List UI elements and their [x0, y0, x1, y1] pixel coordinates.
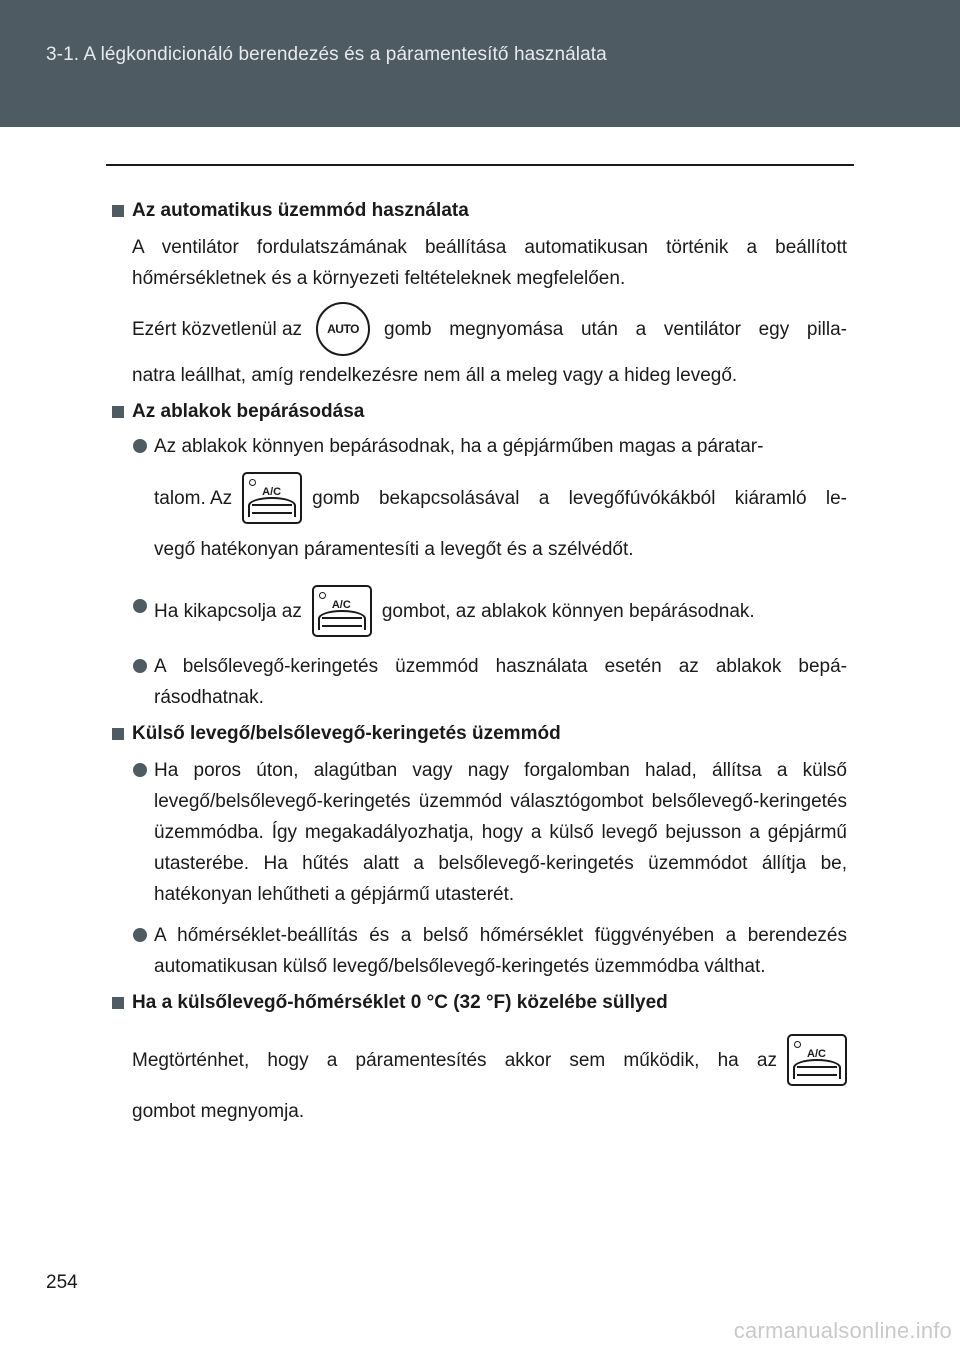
paragraph-auto-button-line: Ezért közvetlenül az AUTO gomb megnyomása után a ventilátor egy pilla- [132, 302, 847, 356]
square-bullet-icon [112, 406, 124, 418]
round-bullet-icon [133, 439, 147, 453]
round-bullet-icon [133, 659, 147, 673]
page-content [112, 190, 847, 1127]
list-item: Az ablakok könnyen bepárásodnak, ha a gépjárműben magas a páratar- talom. Az A/C gomb bekapcsolásával a levegőfúvókákból kiáramló le- vegő hatékonyan páramentesíti a levegőt és a szélvédőt. [133, 431, 847, 565]
ac-button-icon: A/C [312, 585, 372, 637]
auto-button-icon: AUTO [316, 302, 370, 356]
section-title-window-fogging: Az ablakok bepárásodása [112, 397, 847, 427]
section-title-low-temperature: Ha a külsőlevegő-hőmérséklet 0 °C (32 °F) közelébe süllyed [112, 988, 847, 1018]
chapter-title: 3-1. A légkondicionáló berendezés és a páramentesítő használata [46, 44, 607, 65]
ac-button-icon: A/C [242, 472, 302, 524]
round-bullet-icon [133, 928, 147, 942]
ac-button-icon: A/C [787, 1034, 847, 1086]
square-bullet-icon [112, 728, 124, 740]
paragraph: natra leállhat, amíg rendelkezésre nem áll a meleg vagy a hideg levegő. [132, 365, 738, 386]
list-item: A hőmérséklet-beállítás és a belső hőmérséklet függvényében a berendezés automatikusan külső levegő/belsőlevegő-keringetés üzemmódba válthat. [133, 920, 847, 982]
divider-rule [106, 164, 854, 166]
paragraph-ac-button-line: Megtörténhet, hogy a páramentesítés akkor sem működik, ha az A/C [132, 1034, 847, 1086]
square-bullet-icon [112, 997, 124, 1009]
paragraph: A ventilátor fordulatszámának beállítása automatikusan történik a beállított hőmérsékletnek és a környezeti feltételeknek megfelelően. [132, 237, 847, 289]
paragraph: gombot megnyomja. [132, 1101, 305, 1122]
list-item: Ha kikapcsolja az A/C gombot, az ablakok könnyen bepárásodnak. [133, 585, 847, 637]
page-number: 254 [46, 1272, 78, 1293]
section-title-auto-mode: Az automatikus üzemmód használata [112, 196, 847, 226]
watermark: carmanualsonline.info [733, 1318, 952, 1343]
list-item: Ha poros úton, alagútban vagy nagy forgalomban halad, állítsa a külső levegő/belsőlevegő-keringetés üzemmód választógombot belsőlevegő-keringetés üzemmódba. Így megakadályozhatja, hogy a külső levegő bejusson a gépjármű utasterébe. Ha hűtés alatt a belsőlevegő-keringetés üzemmódot állítja be, hatékonyan lehűtheti a gépjármű utasterét. [133, 755, 847, 910]
list-item: A belsőlevegő-keringetés üzemmód használata esetén az ablakok bepárásodhatnak. [133, 651, 847, 713]
round-bullet-icon [133, 763, 147, 777]
section-title-recirculation: Külső levegő/belsőlevegő-keringetés üzemmód [112, 719, 847, 749]
round-bullet-icon [133, 599, 147, 613]
page-header [0, 0, 960, 127]
square-bullet-icon [112, 205, 124, 217]
